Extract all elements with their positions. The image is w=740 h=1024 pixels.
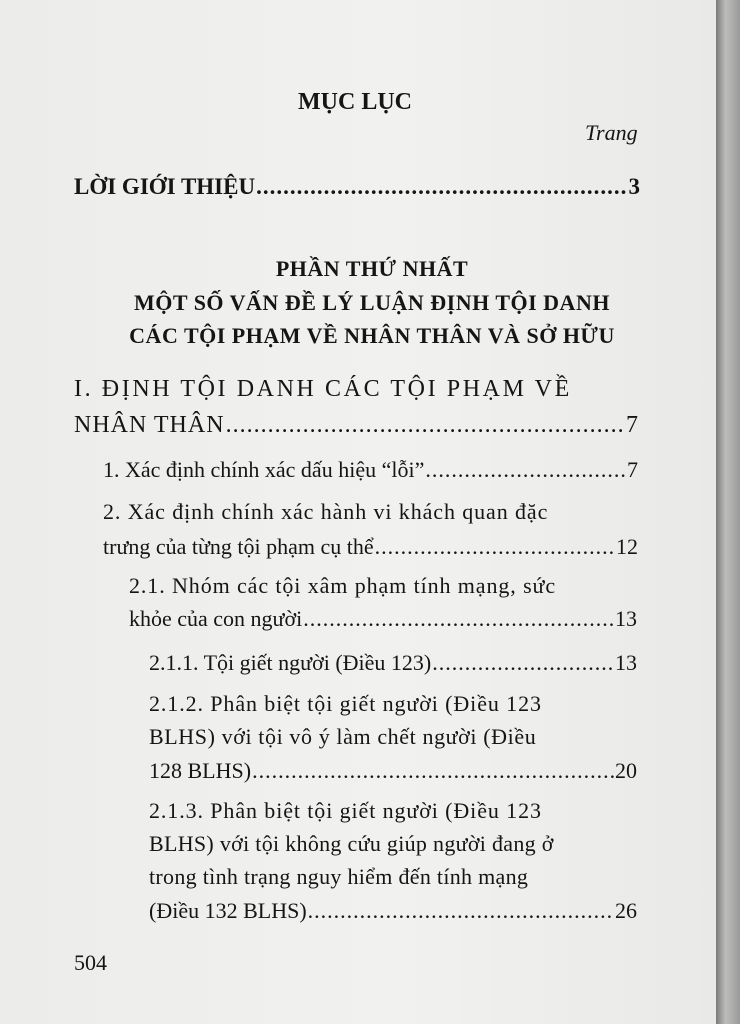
toc-page-number: 12 xyxy=(616,534,638,559)
toc-entry-label: LỜI GIỚI THIỆU xyxy=(74,174,256,199)
toc-page-number: 13 xyxy=(615,606,637,631)
toc-page-number: 7 xyxy=(626,412,638,438)
page-edge-shadow xyxy=(716,0,740,1024)
toc-entry-text[interactable]: 2.1.3. Phân biệt tội giết người (Điều 123 xyxy=(149,798,542,823)
toc-entry-text[interactable]: trong tình trạng nguy hiểm đến tính mạng xyxy=(149,864,529,889)
toc-heading: MỤC LỤC xyxy=(298,89,412,115)
toc-entry-2-1[interactable] xyxy=(129,606,637,632)
toc-entry-1[interactable] xyxy=(103,457,638,483)
dot-leader xyxy=(226,412,625,439)
dot-leader xyxy=(303,606,614,632)
toc-entry-text[interactable]: BLHS) với tội vô ý làm chết người (Điều xyxy=(149,724,537,749)
dot-leader xyxy=(375,534,615,560)
part-subtitle-line-1: MỘT SỐ VẤN ĐỀ LÝ LUẬN ĐỊNH TỘI DANH xyxy=(134,290,610,315)
toc-entry-label: NHÂN THÂN xyxy=(74,412,225,438)
toc-page-number: 26 xyxy=(615,898,637,923)
part-subtitle-line-2: CÁC TỘI PHẠM VỀ NHÂN THÂN VÀ SỞ HỮU xyxy=(129,323,615,348)
toc-entry-text[interactable]: 2.1. Nhóm các tội xâm phạm tính mạng, sức xyxy=(129,573,557,598)
dot-leader xyxy=(256,174,627,200)
toc-page-number: 13 xyxy=(615,650,637,675)
toc-entry-section-1[interactable] xyxy=(74,412,638,439)
toc-entry-label: 128 BLHS) xyxy=(149,758,252,783)
dot-leader xyxy=(425,457,626,483)
toc-entry-label: trưng của từng tội phạm cụ thể xyxy=(103,534,374,559)
toc-entry-label: khỏe của con người xyxy=(129,606,303,631)
toc-entry-text[interactable]: 2. Xác định chính xác hành vi khách quan đặc xyxy=(103,499,549,524)
page-column-label: Trang xyxy=(585,120,638,145)
part-title: PHẦN THỨ NHẤT xyxy=(275,256,469,281)
page-number: 504 xyxy=(74,950,107,975)
toc-entry-label: 1. Xác định chính xác dấu hiệu “lỗi” xyxy=(103,457,425,482)
dot-leader xyxy=(432,650,614,676)
dot-leader xyxy=(252,758,614,784)
toc-entry-label: (Điều 132 BLHS) xyxy=(149,898,307,923)
toc-entry-text[interactable]: 2.1.2. Phân biệt tội giết người (Điều 123 xyxy=(149,691,542,716)
toc-page-number: 20 xyxy=(615,758,637,783)
toc-entry-2-1-1[interactable] xyxy=(149,650,637,676)
toc-entry-label: 2.1.1. Tội giết người (Điều 123) xyxy=(149,650,432,675)
toc-entry-text[interactable]: I. ĐỊNH TỘI DANH CÁC TỘI PHẠM VỀ xyxy=(74,376,572,402)
toc-page-number: 7 xyxy=(627,457,638,482)
toc-page-number: 3 xyxy=(628,174,640,199)
dot-leader xyxy=(308,898,614,924)
toc-entry-2[interactable] xyxy=(103,534,638,560)
toc-entry-2-1-3[interactable] xyxy=(149,898,637,924)
toc-entry-intro[interactable] xyxy=(74,174,640,200)
toc-entry-2-1-2[interactable] xyxy=(149,758,637,784)
toc-entry-text[interactable]: BLHS) với tội không cứu giúp người đang ở xyxy=(149,831,554,856)
